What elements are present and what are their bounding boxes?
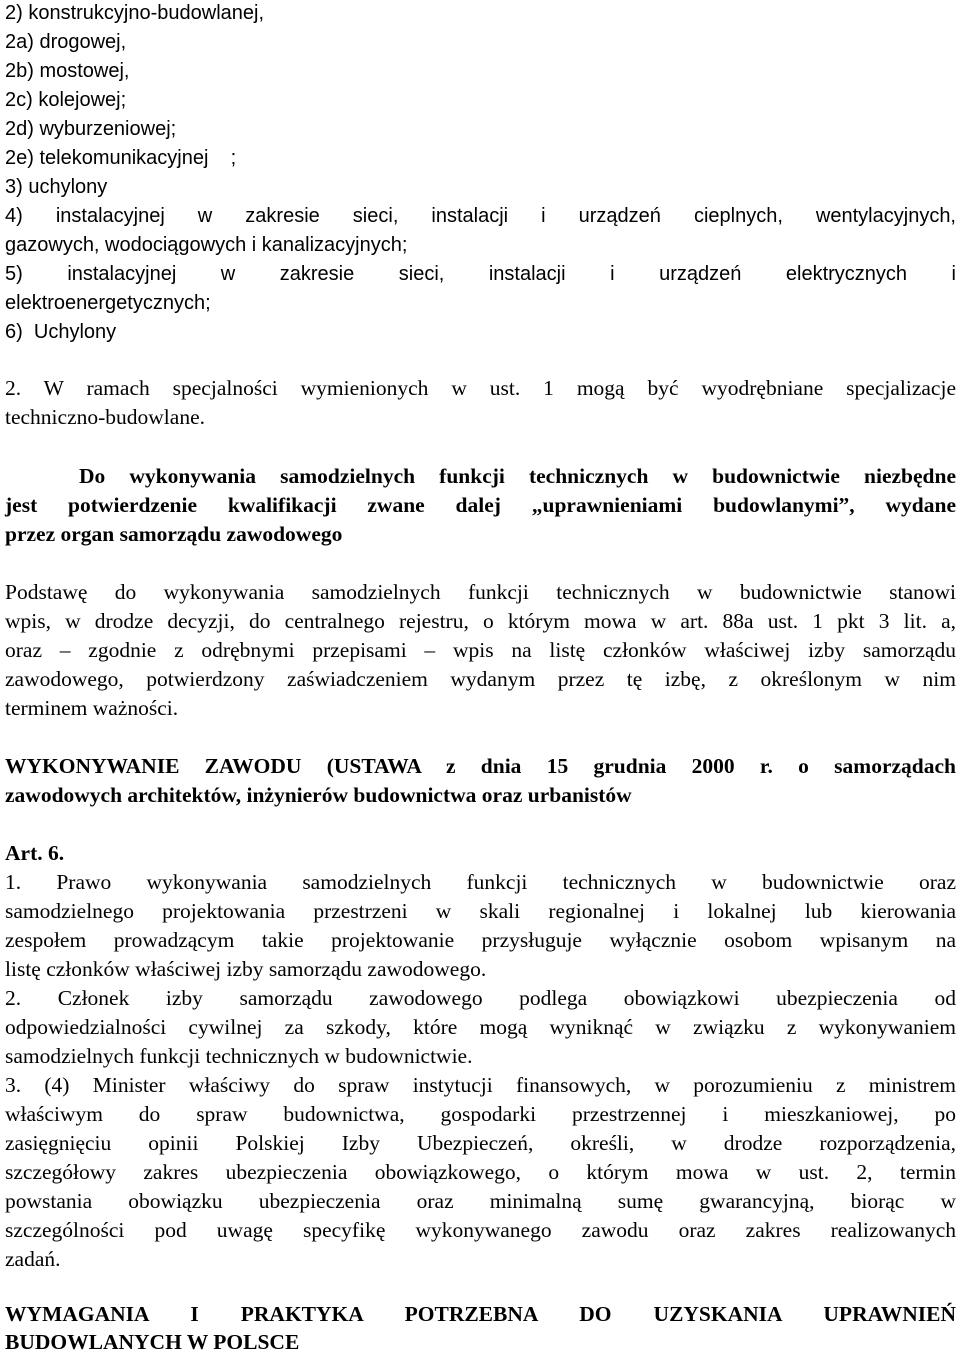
section-2-line: techniczno-budowlane. (5, 405, 205, 429)
list-item-continuation: gazowych, wodociągowych i kanalizacyjnych; (5, 234, 408, 256)
article-line: 1. Prawo wykonywania samodzielnych funkcji technicznych w budownictwie oraz (5, 870, 956, 894)
article-line: powstania obowiązku ubezpieczenia oraz minimalną sumę gwarancyjną, biorąc w (5, 1189, 956, 1213)
article-line: samodzielnych funkcji technicznych w budownictwie. (5, 1044, 473, 1068)
list-item: 2) konstrukcyjno-budowlanej, (5, 2, 265, 24)
article-line: listę członków właściwej izby samorządu zawodowego. (5, 957, 487, 981)
article-line: samodzielnego projektowania przestrzeni w skali regionalnej i lokalnej lub kierowania (5, 899, 956, 923)
list-item-continuation: elektroenergetycznych; (5, 292, 211, 314)
paragraph-line: zawodowego, potwierdzony zaświadczeniem wydanym przez tę izbę, z określonym w nim (5, 667, 956, 691)
article-line: szczegółowy zakres ubezpieczenia obowiązkowego, o którym mowa w ust. 2, termin (5, 1160, 956, 1184)
section-heading: WYMAGANIA I PRAKTYKA POTRZEBNA DO UZYSKANIA UPRAWNIEŃ (5, 1302, 956, 1326)
article-line: odpowiedzialności cywilnej za szkody, które mogą wyniknąć w związku z wykonywaniem (5, 1015, 956, 1039)
article-line: zasięgnięciu opinii Polskiej Izby Ubezpieczeń, określi, w drodze rozporządzenia, (5, 1131, 956, 1155)
article-line: zespołem prowadzącym takie projektowanie przysługuje wyłącznie osobom wpisanym na (5, 928, 956, 952)
section-heading: BUDOWLANYCH W POLSCE (5, 1330, 300, 1354)
paragraph-line: oraz – zgodnie z odrębnymi przepisami – wpis na listę członków właściwej izby samorządu (5, 638, 956, 662)
section-heading: WYKONYWANIE ZAWODU (USTAWA z dnia 15 grudnia 2000 r. o samorządach (5, 754, 956, 778)
bold-paragraph-line: Do wykonywania samodzielnych funkcji technicznych w budownictwie niezbędne (79, 464, 956, 488)
section-2-line: 2. W ramach specjalności wymienionych w ust. 1 mogą być wyodrębniane specjalizacje (5, 376, 956, 400)
list-item: 6) Uchylony (5, 321, 117, 343)
section-heading: zawodowych architektów, inżynierów budownictwa oraz urbanistów (5, 783, 632, 807)
list-item: 2a) drogowej, (5, 31, 127, 53)
list-item: 5) instalacyjnej w zakresie sieci, instalacji i urządzeń elektrycznych i (5, 263, 956, 285)
paragraph-line: Podstawę do wykonywania samodzielnych funkcji technicznych w budownictwie stanowi (5, 580, 956, 604)
article-line: zadań. (5, 1247, 61, 1271)
article-line: 3. (4) Minister właściwy do spraw instytucji finansowych, w porozumieniu z ministrem (5, 1073, 956, 1097)
list-item: 2d) wyburzeniowej; (5, 118, 177, 140)
list-item: 2b) mostowej, (5, 60, 130, 82)
list-item: 3) uchylony (5, 176, 108, 198)
article-line: szczególności pod uwagę specyfikę wykonywanego zawodu oraz zakres realizowanych (5, 1218, 956, 1242)
article-line: 2. Członek izby samorządu zawodowego podlega obowiązkowi ubezpieczenia od (5, 986, 956, 1010)
bold-paragraph-line: przez organ samorządu zawodowego (5, 522, 343, 546)
article-title: Art. 6. (5, 841, 65, 865)
paragraph-line: wpis, w drodze decyzji, do centralnego rejestru, o którym mowa w art. 88a ust. 1 pkt 3 lit. a, (5, 609, 956, 633)
list-item: 4) instalacyjnej w zakresie sieci, instalacji i urządzeń cieplnych, wentylacyjnych, (5, 205, 956, 227)
article-line: właściwym do spraw budownictwa, gospodarki przestrzennej i mieszkaniowej, po (5, 1102, 956, 1126)
paragraph-line: terminem ważności. (5, 696, 179, 720)
list-item: 2c) kolejowej; (5, 89, 127, 111)
list-item: 2e) telekomunikacyjnej ; (5, 147, 237, 169)
bold-paragraph-line: jest potwierdzenie kwalifikacji zwane dalej „uprawnieniami budowlanymi”, wydane (5, 493, 956, 517)
